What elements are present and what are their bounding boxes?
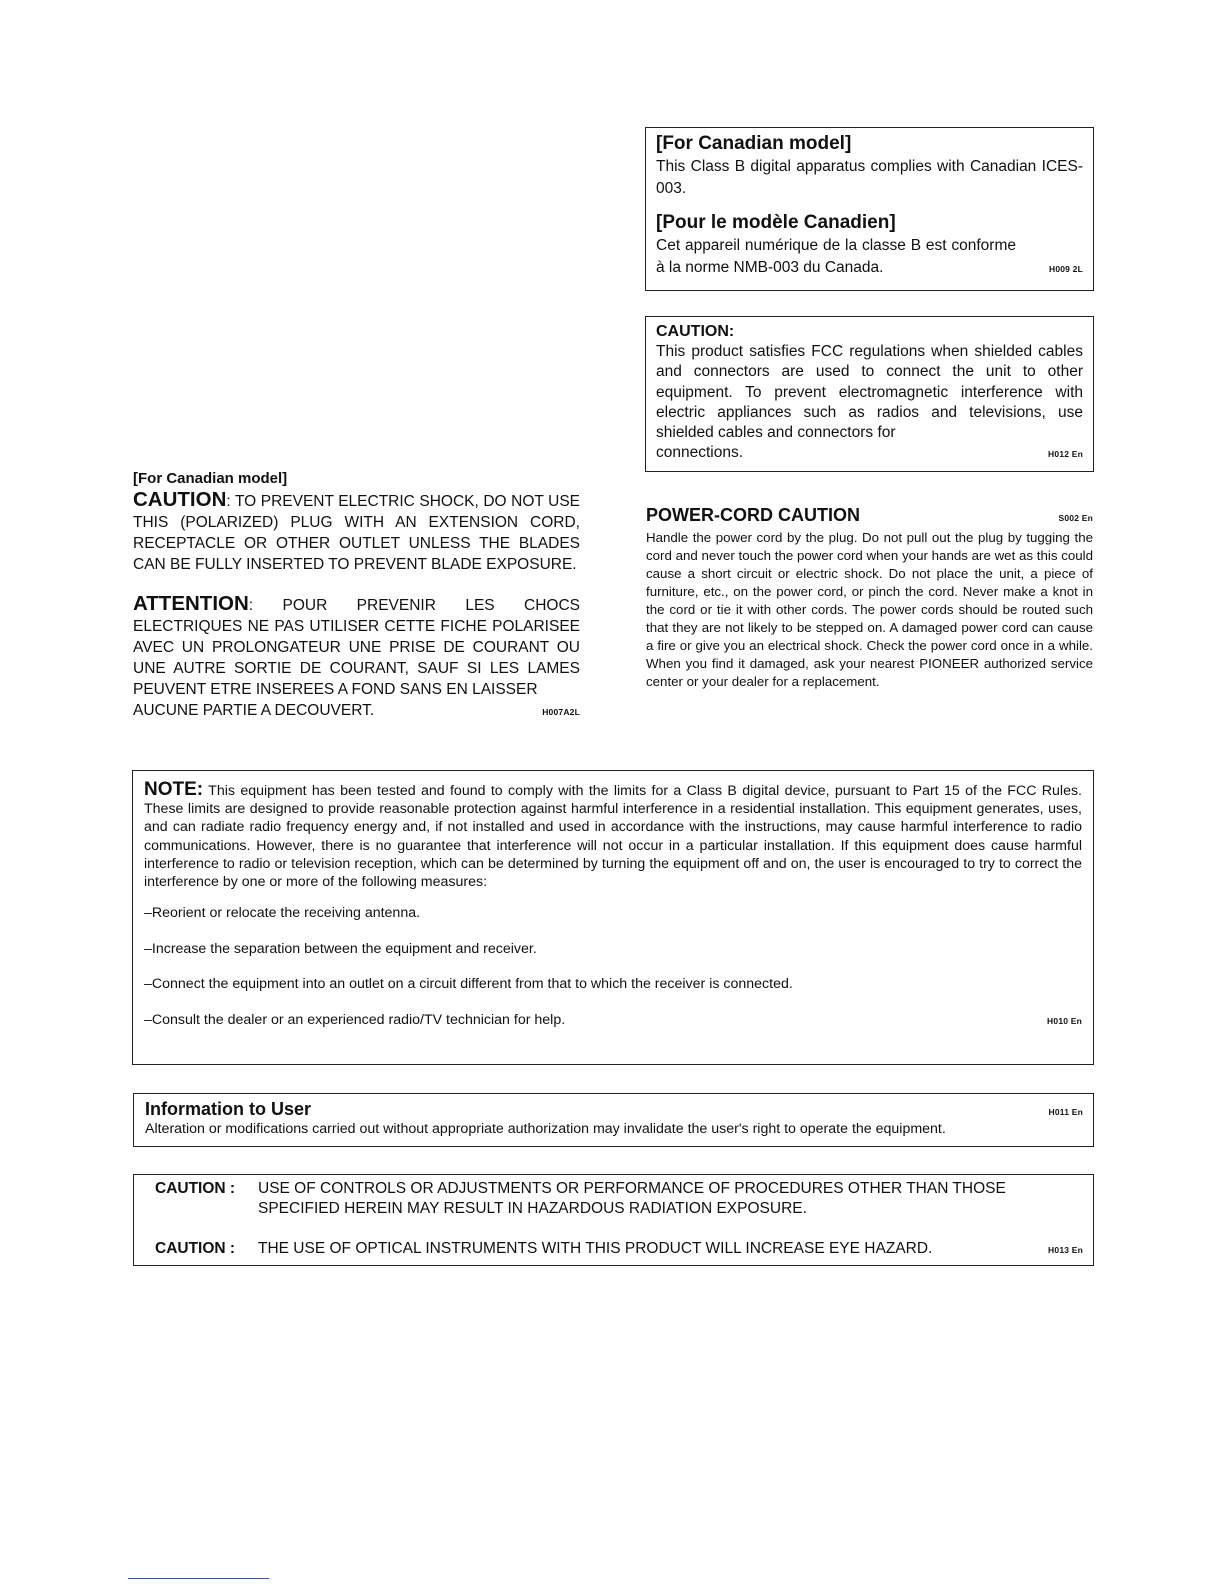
laser-caution-line-2: [258, 1239, 1083, 1260]
doc-code-h007: H007A2L: [542, 707, 580, 717]
laser-caution-row-2: [155, 1239, 1083, 1260]
plug-caution-text: : TO PREVENT ELECTRIC SHOCK, DO NOT USE THIS (POLARIZED) PLUG WITH AN EXTENSION CORD, RECEPTACLE OR OTHER OUTLET UNLESS THE BLADES CAN BE FULLY INSERTED TO PREVENT BLADE EXPOSURE.: [133, 493, 580, 573]
doc-code-h011: H011 En: [1048, 1107, 1083, 1117]
plug-caution-en: [133, 489, 580, 575]
plug-attention-label: ATTENTION: [133, 592, 249, 615]
plug-caution-label: CAUTION: [133, 488, 227, 511]
laser-caution-text-1: USE OF CONTROLS OR ADJUSTMENTS OR PERFORMANCE OF PROCEDURES OTHER THAN THOSE SPECIFIED HEREIN MAY RESULT IN HAZARDOUS RADIATION EXPOSURE.: [258, 1180, 1006, 1217]
doc-code-h010: H010 En: [1047, 1015, 1082, 1026]
canadian-model-text: This Class B digital apparatus complies with Canadian ICES-003.: [656, 158, 1083, 197]
polarized-plug-caution: [133, 469, 580, 721]
plug-attention-text: : POUR PREVENIR LES CHOCS ELECTRIQUES NE PAS UTILISER CETTE FICHE POLARISEE AVEC UN PROLONGATEUR UNE PRISE DE COURANT OU UNE AUTRE SORTIE DE COURANT, SAUF SI LES LAMES PEUVENT ETRE INSEREES A FOND SANS EN LAISSER: [133, 597, 580, 698]
information-to-user: [133, 1093, 1094, 1147]
note-label: NOTE:: [144, 779, 204, 800]
fcc-note: [132, 770, 1094, 1065]
fcc-measures-list: [144, 904, 1082, 1030]
fcc-note-body: This equipment has been tested and found to comply with the limits for a Class B digital device, pursuant to Part 15 of the FCC Rules. These limits are designed to provide reasonable protection against harmful interference in a residential installation. This equipment generates, uses, and can radiate radio frequency energy and, if not installed and used in accordance with the instructions, may cause harmful interference to radio communications. However, there is no guarantee that interference will not occur in a particular installation. If this equipment does cause harmful interference to radio or television reception, which can be determined by turning the equipment off and on, the user is encouraged to try to correct the interference by one or more of the following measures:: [144, 783, 1082, 891]
caution-label: CAUTION:: [656, 323, 735, 340]
power-cord-heading: POWER-CORD CAUTION: [646, 505, 860, 525]
list-item-last: [144, 1011, 1082, 1030]
shielded-cable-last-row: [656, 443, 1083, 463]
power-cord-text: Handle the power cord by the plug. Do not pull out the plug by tugging the cord and never touch the power cord when your hands are wet as this could cause a short circuit or electric shock. Do not place the unit, a piece of furniture, etc., on the power cord, or pinch the cord. Never make a knot in the cord or tie it with other cords. The power cords should be routed such that they are not likely to be stepped on. A damaged power cord can cause a fire or give you an electrical shock. Check the power cord once in a while. When you find it damaged, ask your nearest PIONEER authorized service center or your dealer for a replacement.: [646, 530, 1093, 689]
info-text: Alteration or modifications carried out without appropriate authorization may invalidate the user's right to operate the equipment.: [145, 1121, 946, 1137]
list-item: –Reorient or relocate the receiving antenna.: [144, 905, 421, 922]
plug-model-label: [For Canadian model]: [133, 470, 288, 487]
doc-code-h013: H013 En: [1048, 1245, 1083, 1255]
canadian-model-text-fr: Cet appareil numérique de la classe B est conforme à la norme NMB-003 du Canada.: [656, 237, 1016, 276]
info-header: [145, 1098, 1083, 1120]
plug-caution-last-row: [133, 700, 580, 721]
doc-code-h009: H009 2L: [1048, 264, 1083, 274]
info-heading: Information to User: [145, 1099, 312, 1119]
list-item: –Connect the equipment into an outlet on a circuit different from that to which the receiver is connected.: [144, 976, 793, 993]
canadian-model-heading: [For Canadian model]: [656, 133, 852, 154]
laser-caution-text-2: THE USE OF OPTICAL INSTRUMENTS WITH THIS PRODUCT WILL INCREASE EYE HAZARD.: [258, 1240, 933, 1257]
shielded-cable-caution: [645, 316, 1094, 472]
list-item-text: –Consult the dealer or an experienced radio/TV technician for help.: [144, 1011, 566, 1028]
plug-attention-text-end: AUCUNE PARTIE A DECOUVERT.: [133, 702, 375, 719]
canadian-model-fr-row: [656, 235, 1083, 278]
plug-caution-fr: [133, 593, 580, 700]
power-cord-header: [646, 503, 1093, 527]
caution-label: CAUTION :: [155, 1180, 236, 1197]
canadian-ices-notice: [645, 127, 1094, 291]
fcc-note-text: [144, 781, 1082, 891]
laser-caution-row-1: [155, 1179, 1083, 1219]
canadian-model-heading-fr: [Pour le modèle Canadien]: [656, 212, 896, 233]
power-cord-caution: [646, 503, 1093, 691]
list-item: –Increase the separation between the equipment and receiver.: [144, 940, 537, 957]
shielded-cable-text-end: connections.: [656, 444, 744, 462]
doc-code-h012: H012 En: [1048, 449, 1083, 460]
laser-caution: [133, 1174, 1094, 1266]
caution-label: CAUTION :: [155, 1240, 236, 1257]
shielded-cable-text: This product satisfies FCC regulations when shielded cables and connectors are used to connect the unit to other equipment. To prevent electromagnetic interference with electric appliances such as radios and televisions, use shielded cables and connectors for: [656, 343, 1083, 442]
doc-code-s002: S002 En: [1058, 513, 1093, 523]
footer-rule: [128, 1578, 269, 1579]
